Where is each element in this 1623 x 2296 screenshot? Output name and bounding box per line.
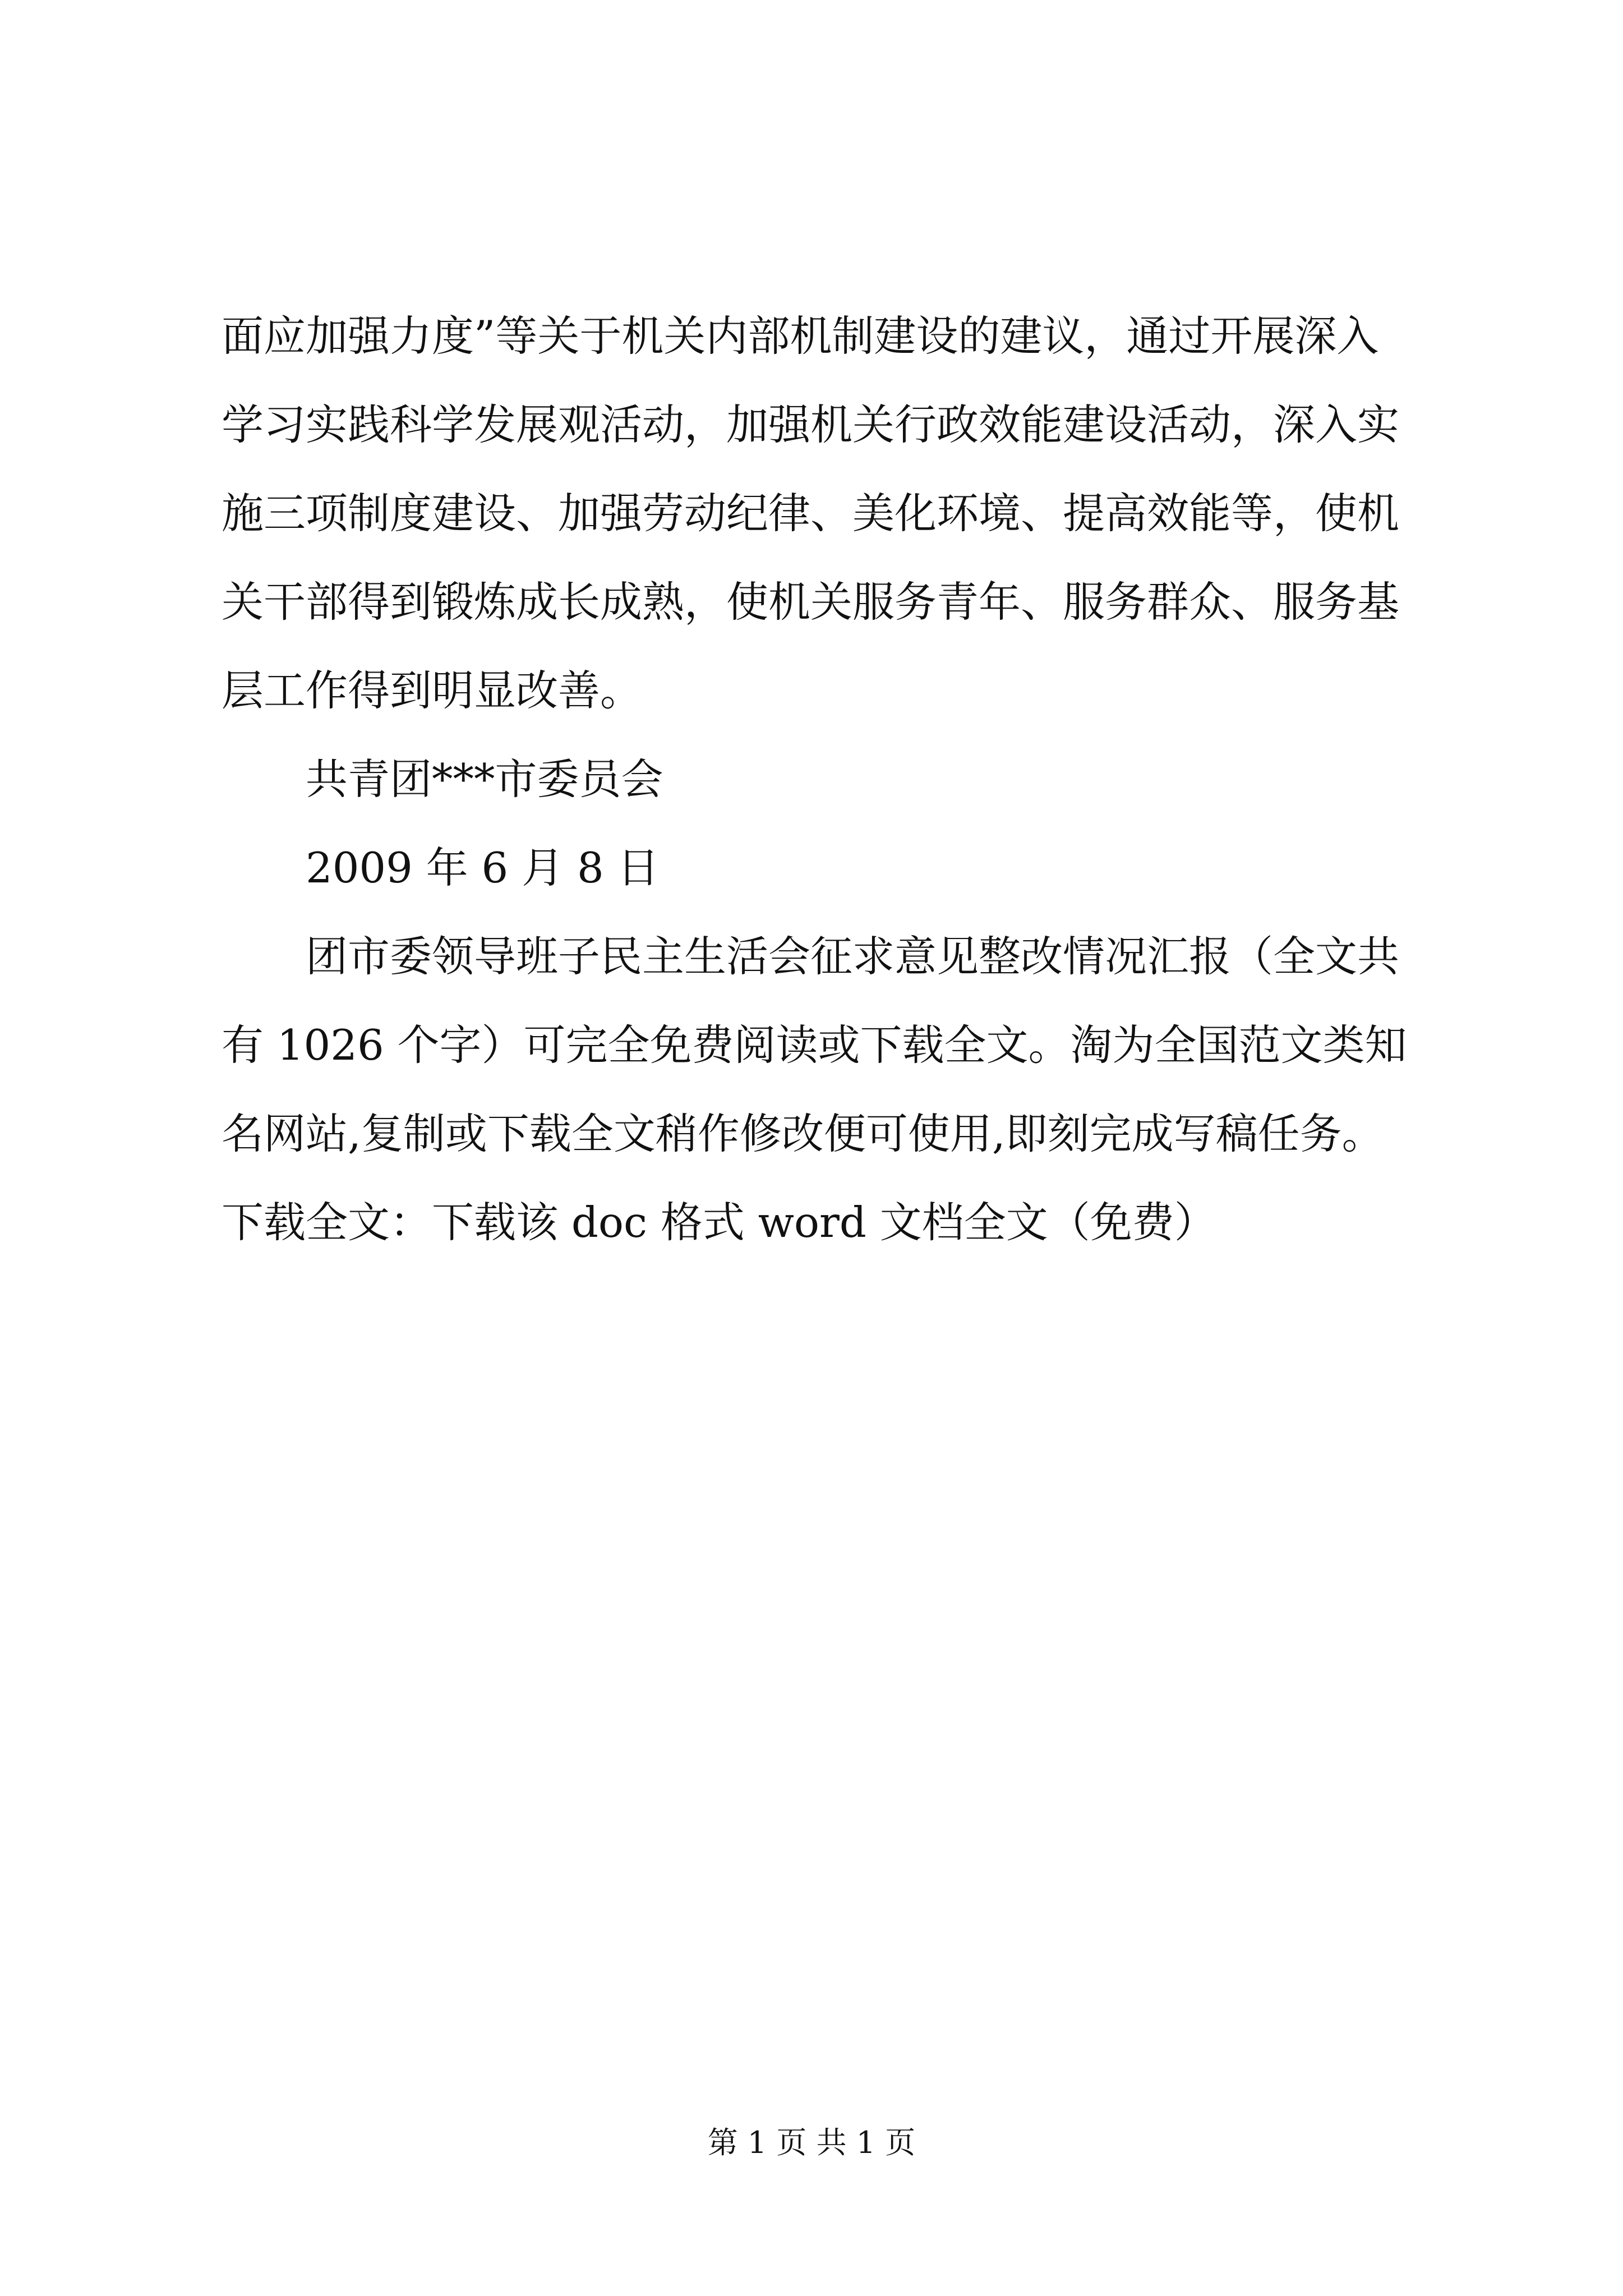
download-link-line[interactable]: 下载全文：下载该 doc 格式 word 文档全文（免费） bbox=[222, 1198, 1216, 1247]
paragraph-1-line-3: 施三项制度建设、加强劳动纪律、美化环境、提高效能等，使机 bbox=[222, 489, 1400, 538]
page-footer: 第 1 页 共 1 页 bbox=[707, 2125, 916, 2160]
paragraph-1-line-4: 关干部得到锻炼成长成熟，使机关服务青年、服务群众、服务基 bbox=[222, 577, 1400, 627]
signature-date: 2009 年 6 月 8 日 bbox=[306, 843, 660, 892]
paragraph-2-line-2: 有 1026 个字）可完全免费阅读或下载全文。淘为全国范文类知 bbox=[222, 1020, 1407, 1070]
signature-organization: 共青团***市委员会 bbox=[306, 754, 663, 804]
paragraph-1-line-1: 面应加强力度”等关于机关内部机制建设的建议，通过开展深入 bbox=[222, 311, 1379, 361]
paragraph-2-line-1: 团市委领导班子民主生活会征求意见整改情况汇报（全文共 bbox=[306, 932, 1400, 981]
paragraph-2-line-3: 名网站,复制或下载全文稍作修改便可使用,即刻完成写稿任务。 bbox=[222, 1109, 1384, 1158]
paragraph-1-line-5: 层工作得到明显改善。 bbox=[222, 666, 643, 715]
document-body bbox=[222, 292, 1422, 1267]
paragraph-1-line-2: 学习实践科学发展观活动，加强机关行政效能建设活动，深入实 bbox=[222, 400, 1400, 449]
